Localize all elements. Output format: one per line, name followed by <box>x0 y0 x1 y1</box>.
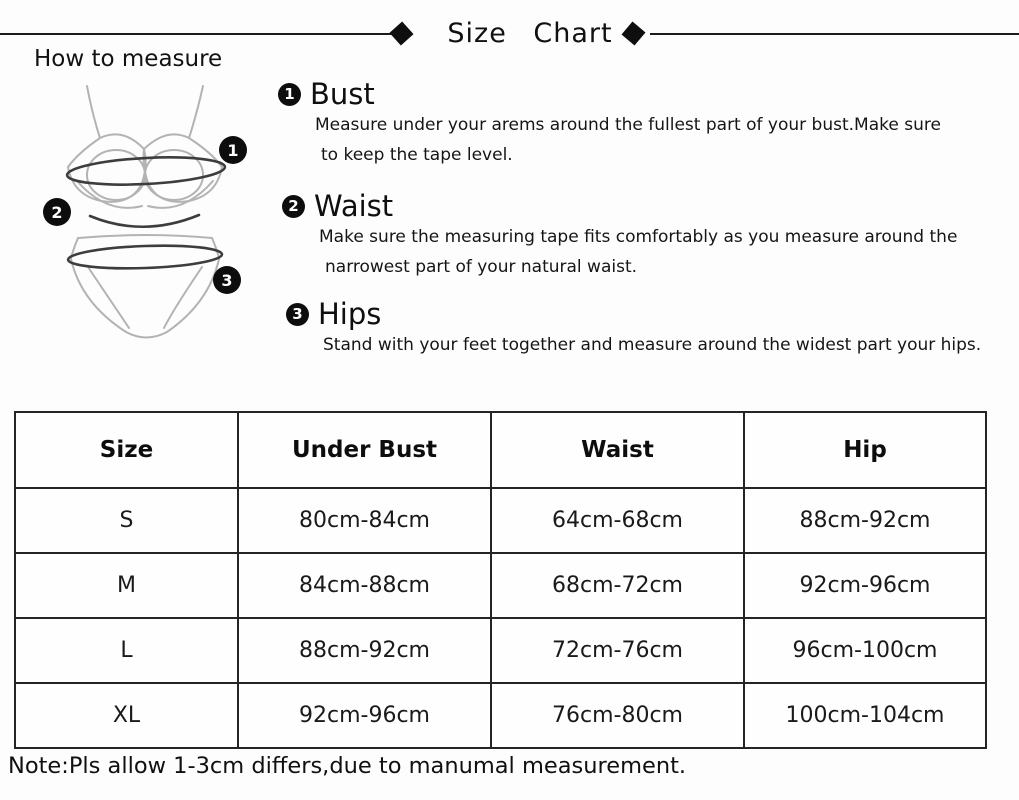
waist-tape <box>90 215 199 227</box>
how-to-measure-heading: How to measure <box>34 46 223 72</box>
size-table <box>14 411 987 749</box>
waist-title-label: Waist <box>314 189 394 223</box>
hips-desc-line-1: Stand with your feet together and measure around the widest part your hips. <box>323 335 982 355</box>
header-rule-left <box>0 33 393 35</box>
svg-text:3: 3 <box>221 271 233 290</box>
marker-1-badge <box>219 136 247 164</box>
section-waist-description <box>319 222 957 282</box>
size-cell: S <box>15 488 238 553</box>
hips-title-label: Hips <box>318 297 382 331</box>
waist-cell: 76cm-80cm <box>491 683 744 748</box>
size-cell: M <box>15 553 238 618</box>
table-header-row <box>15 412 986 488</box>
marker-2-badge <box>43 198 71 226</box>
waist-desc-line-2: narrowest part of your natural waist. <box>325 257 638 277</box>
measurement-illustration <box>25 75 265 365</box>
measurement-note: Note:Pls allow 1-3cm differs,due to manumal measurement. <box>8 753 687 779</box>
header-hip: Hip <box>744 412 986 488</box>
svg-text:2: 2 <box>51 203 63 222</box>
bust-title-label: Bust <box>310 77 375 111</box>
under-bust-cell: 84cm-88cm <box>238 553 491 618</box>
size-cell: L <box>15 618 238 683</box>
section-waist-title <box>282 188 957 224</box>
diamond-ornament-left-icon <box>389 21 413 45</box>
section-hips-description <box>323 330 981 360</box>
bra-outline <box>68 134 222 208</box>
bust-number-badge: 1 <box>278 83 301 106</box>
waist-cell: 64cm-68cm <box>491 488 744 553</box>
hip-cell: 96cm-100cm <box>744 618 986 683</box>
under-bust-cell: 92cm-96cm <box>238 683 491 748</box>
hips-number-badge: 3 <box>286 303 309 326</box>
waist-cell: 68cm-72cm <box>491 553 744 618</box>
bra-straps <box>87 86 203 138</box>
waist-cell: 72cm-76cm <box>491 618 744 683</box>
hip-tape <box>68 243 223 270</box>
under-bust-cell: 80cm-84cm <box>238 488 491 553</box>
page-title: Size Chart <box>447 18 613 49</box>
section-bust-description <box>315 110 941 170</box>
bust-desc-line-2: to keep the tape level. <box>321 145 513 165</box>
section-bust-title <box>278 76 941 112</box>
hip-cell: 88cm-92cm <box>744 488 986 553</box>
section-bust <box>278 76 941 170</box>
section-hips <box>286 296 981 360</box>
table-row <box>15 488 986 553</box>
waist-desc-line-1: Make sure the measuring tape fits comfortably as you measure around the <box>319 227 958 247</box>
svg-text:1: 1 <box>227 141 239 160</box>
header-rule-right <box>650 33 1019 35</box>
section-hips-title <box>286 296 981 332</box>
marker-3-badge <box>213 266 241 294</box>
header-under-bust: Under Bust <box>238 412 491 488</box>
under-bust-cell: 88cm-92cm <box>238 618 491 683</box>
header-waist: Waist <box>491 412 744 488</box>
hip-cell: 92cm-96cm <box>744 553 986 618</box>
table-row <box>15 618 986 683</box>
table-row <box>15 683 986 748</box>
waist-number-badge: 2 <box>282 195 305 218</box>
section-waist <box>282 188 957 282</box>
header-size: Size <box>15 412 238 488</box>
table-row <box>15 553 986 618</box>
bust-desc-line-1: Measure under your arems around the fullest part of your bust.Make sure <box>315 115 941 135</box>
size-cell: XL <box>15 683 238 748</box>
hip-cell: 100cm-104cm <box>744 683 986 748</box>
